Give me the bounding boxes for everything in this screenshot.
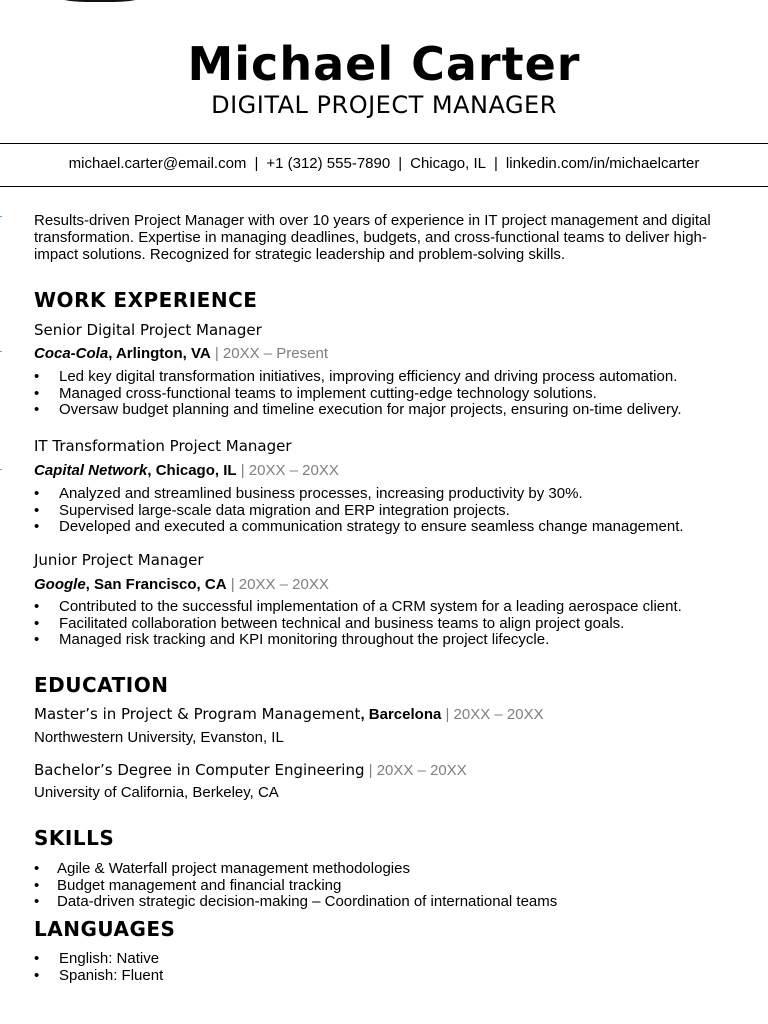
skills-list — [34, 861, 754, 911]
job-bullets — [34, 599, 682, 649]
job-company-line — [34, 576, 329, 594]
professional-summary: Results-driven Project Manager with over 10 years of experience in IT project management and digital transformation. Expertise in managing deadlines, budgets, and cross-functional teams to deliver high-impact solutions. Recognized for strategic leadership and problem-solving skills. — [34, 212, 711, 263]
job-company: Coca-Cola — [34, 345, 109, 362]
job-company: Google — [34, 576, 86, 593]
education-school: Northwestern University, Evanston, IL — [34, 729, 284, 746]
languages-heading: LANGUAGES — [34, 917, 176, 941]
language-item: • English: Native — [34, 951, 163, 968]
skill-item: • Budget management and financial tracking — [34, 878, 754, 895]
language-item: • Spanish: Fluent — [34, 968, 163, 985]
job-bullet: • Contributed to the successful implementation of a CRM system for a leading aerospace client. — [34, 599, 682, 616]
languages-list — [34, 951, 163, 984]
job-bullet: • Managed risk tracking and KPI monitoring throughout the project lifecycle. — [34, 632, 682, 649]
job-dates: | 20XX – Present — [210, 345, 328, 362]
candidate-name: Michael Carter — [187, 37, 581, 91]
job-bullet: • Managed cross-functional teams to implement cutting-edge technology solutions. — [34, 386, 682, 403]
education-degree: Bachelor’s Degree in Computer Engineering — [34, 761, 365, 779]
education-degree-line — [34, 705, 544, 724]
skill-item: • Data-driven strategic decision-making – Coordination of international teams — [34, 894, 754, 911]
skills-heading: SKILLS — [34, 826, 115, 850]
contact-separator: | — [254, 155, 259, 172]
education-heading: EDUCATION — [34, 673, 169, 697]
margin-mark — [0, 351, 2, 352]
job-dates: | 20XX – 20XX — [226, 576, 329, 593]
job-role: IT Transformation Project Manager — [34, 437, 292, 455]
margin-mark — [0, 469, 2, 470]
education-dates: | 20XX – 20XX — [441, 706, 544, 723]
contact-location: Chicago, IL — [410, 155, 486, 172]
contact-separator: | — [398, 155, 403, 172]
education-degree: Master’s in Project & Program Management — [34, 705, 361, 723]
education-city: , Barcelona — [360, 706, 442, 723]
job-bullet: • Led key digital transformation initiatives, improving efficiency and driving process automation. — [34, 369, 682, 386]
job-location: , Arlington, VA — [108, 345, 211, 362]
candidate-title: DIGITAL PROJECT MANAGER — [211, 91, 557, 119]
job-location: , Chicago, IL — [147, 462, 237, 479]
job-bullet: • Analyzed and streamlined business processes, increasing productivity by 30%. — [34, 486, 684, 503]
header-divider-top — [0, 143, 768, 144]
education-school: University of California, Berkeley, CA — [34, 784, 279, 801]
job-bullets — [34, 369, 682, 419]
job-bullet: • Supervised large-scale data migration and ERP integration projects. — [34, 503, 684, 520]
job-role: Junior Project Manager — [34, 551, 204, 569]
skill-item: • Agile & Waterfall project management methodologies — [34, 861, 754, 878]
header-divider-bottom — [0, 186, 768, 187]
job-dates: | 20XX – 20XX — [236, 462, 339, 479]
contact-line — [0, 154, 768, 174]
contact-separator: | — [494, 155, 498, 172]
education-dates: | 20XX – 20XX — [364, 762, 467, 779]
contact-phone[interactable]: +1 (312) 555-7890 — [266, 155, 391, 172]
margin-mark — [0, 216, 2, 217]
header-graphic — [60, 0, 140, 2]
job-company-line — [34, 345, 328, 363]
job-company-line — [34, 462, 339, 480]
job-company: Capital Network — [34, 462, 148, 479]
job-bullets — [34, 486, 684, 536]
education-degree-line — [34, 761, 467, 780]
job-bullet: • Oversaw budget planning and timeline execution for major projects, ensuring on-time delivery. — [34, 402, 682, 419]
job-role: Senior Digital Project Manager — [34, 321, 262, 339]
work-experience-heading: WORK EXPERIENCE — [34, 288, 258, 312]
contact-email[interactable]: michael.carter@email.com — [68, 155, 247, 172]
contact-linkedin[interactable]: linkedin.com/in/michaelcarter — [505, 155, 700, 172]
job-bullet: • Developed and executed a communication strategy to ensure seamless change management. — [34, 519, 684, 536]
job-location: , San Francisco, CA — [85, 576, 227, 593]
skills-list-container — [34, 860, 754, 911]
job-bullet: • Facilitated collaboration between technical and business teams to align project goals. — [34, 616, 682, 633]
